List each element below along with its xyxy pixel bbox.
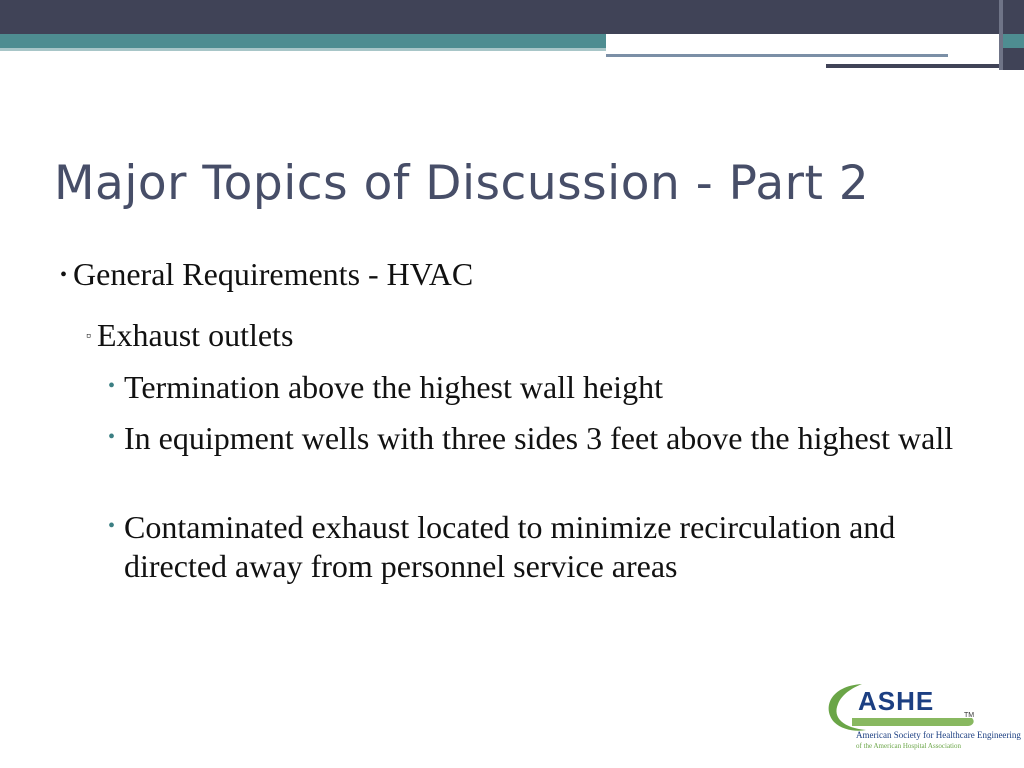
bullet-level3-text: Contaminated exhaust located to minimize recirculation and directed away from personnel service areas bbox=[124, 509, 896, 584]
bullet-dot-icon: • bbox=[60, 264, 68, 286]
ashe-logo-affiliation: of the American Hospital Association bbox=[856, 742, 961, 750]
bullet-level3 bbox=[108, 419, 968, 458]
bullet-level3-text: In equipment wells with three sides 3 feet above the highest wall bbox=[124, 420, 954, 456]
bullet-level2 bbox=[86, 317, 293, 354]
bullet-level3 bbox=[108, 508, 968, 586]
header-corner-teal bbox=[1003, 34, 1024, 48]
bullet-level3-text: Termination above the highest wall height bbox=[124, 369, 663, 405]
bullet-dot-icon: • bbox=[108, 515, 116, 537]
bullet-level3 bbox=[108, 368, 968, 407]
ashe-logo-subtitle: American Society for Healthcare Engineering bbox=[856, 730, 1021, 740]
bullet-square-icon: ▫ bbox=[86, 329, 91, 344]
slide-title: Major Topics of Discussion - Part 2 bbox=[54, 156, 870, 211]
bullet-level1-text: General Requirements - HVAC bbox=[73, 256, 474, 292]
header-accent-line-dark bbox=[826, 64, 1002, 68]
bullet-level1 bbox=[60, 256, 473, 293]
bullet-dot-icon: • bbox=[108, 426, 116, 448]
bullet-level2-text: Exhaust outlets bbox=[96, 317, 294, 353]
ashe-logo-tm: TM bbox=[964, 712, 975, 719]
header-band-dark bbox=[0, 0, 1024, 34]
header-band-light bbox=[0, 48, 606, 51]
ashe-logo-name: ASHE bbox=[858, 686, 935, 716]
bullet-dot-icon: • bbox=[108, 375, 116, 397]
header-accent-line bbox=[606, 54, 948, 57]
